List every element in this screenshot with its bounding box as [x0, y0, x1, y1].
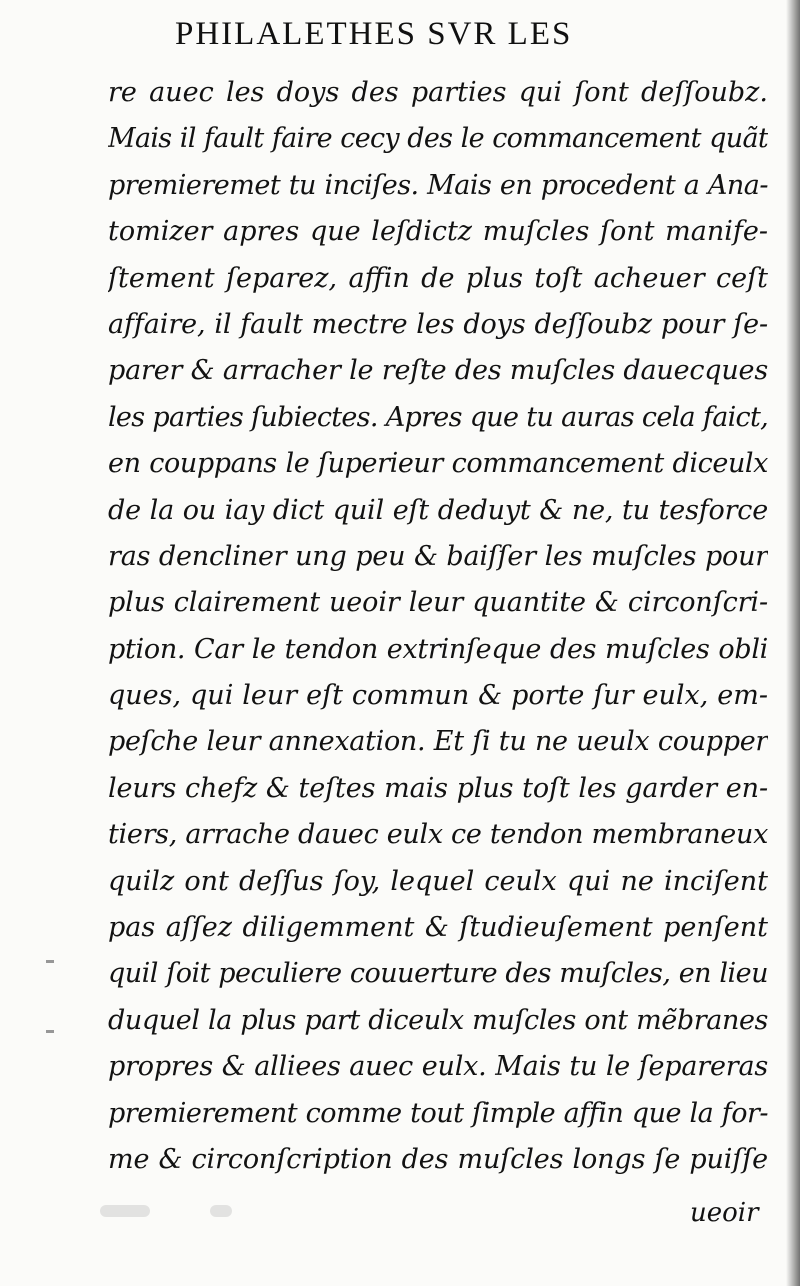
text-line: quilz ont deſſus ſoy, lequel ceulx qui ne inciſent — [108, 865, 768, 897]
text-line: ras dencliner ung peu & baiſſer les muſcles pour — [108, 540, 768, 572]
text-line: peſche leur annexation. Et ſi tu ne ueulx coupper — [108, 726, 768, 758]
text-line: duquel la plus part diceulx muſcles ont mẽbranes — [108, 1004, 768, 1036]
text-line: les parties ſubiectes. Apres que tu auras cela faict, — [108, 401, 768, 433]
text-line: pas aſſez diligemment & ſtudieuſement penſent — [108, 912, 768, 944]
text-line: ques, qui leur eſt commun & porte ſur eulx, em- — [108, 680, 768, 712]
text-line: ption. Car le tendon extrinſeque des muſcles obli — [108, 633, 768, 665]
text-line: Mais il fault faire cecy des le commancement quãt — [108, 123, 768, 155]
bleed-mark — [100, 1205, 150, 1217]
text-line: tiers, arrache dauec eulx ce tendon membraneux — [108, 819, 768, 851]
text-line: plus clairement ueoir leur quantite & circonſcri- — [108, 587, 768, 619]
margin-mark — [46, 960, 54, 963]
text-line: quil ſoit peculiere couuerture des muſcles, en lieu — [108, 958, 768, 990]
text-line: parer & arracher le reſte des muſcles dauecques — [108, 355, 768, 387]
text-line: de la ou iay dict quil eſt deduyt & ne, tu tesforce — [108, 494, 768, 526]
margin-mark — [46, 1030, 54, 1033]
text-line: tomizer apres que leſdictz muſcles ſont manife- — [108, 216, 768, 248]
text-line: leurs chefz & teſtes mais plus toſt les garder en- — [108, 772, 768, 804]
text-line: en couppans le ſuperieur commancement diceulx — [108, 448, 768, 480]
text-line: premieremet tu inciſes. Mais en procedent a Ana- — [108, 169, 768, 201]
page-edge-shadow — [786, 0, 800, 1286]
running-head: PHILALETHES SVR LES — [175, 16, 573, 52]
text-line: me & circonſcription des muſcles longs ſe puiſſe — [108, 1143, 768, 1175]
text-line: ſtement ſeparez, affin de plus toſt acheuer ceſt — [108, 262, 768, 294]
text-line: propres & alliees auec eulx. Mais tu le ſepareras — [108, 1051, 768, 1083]
page-body — [108, 70, 768, 1183]
bleed-through-marks — [100, 1205, 360, 1229]
text-line: premierement comme tout ſimple affin que la for- — [108, 1097, 768, 1129]
text-line: affaire, il fault mectre les doys deſſoubz pour ſe- — [108, 308, 768, 340]
bleed-mark — [210, 1205, 232, 1217]
text-line: re auec les doys des parties qui ſont deſſoubz. — [108, 77, 768, 108]
catchword: ueoir — [690, 1198, 759, 1228]
